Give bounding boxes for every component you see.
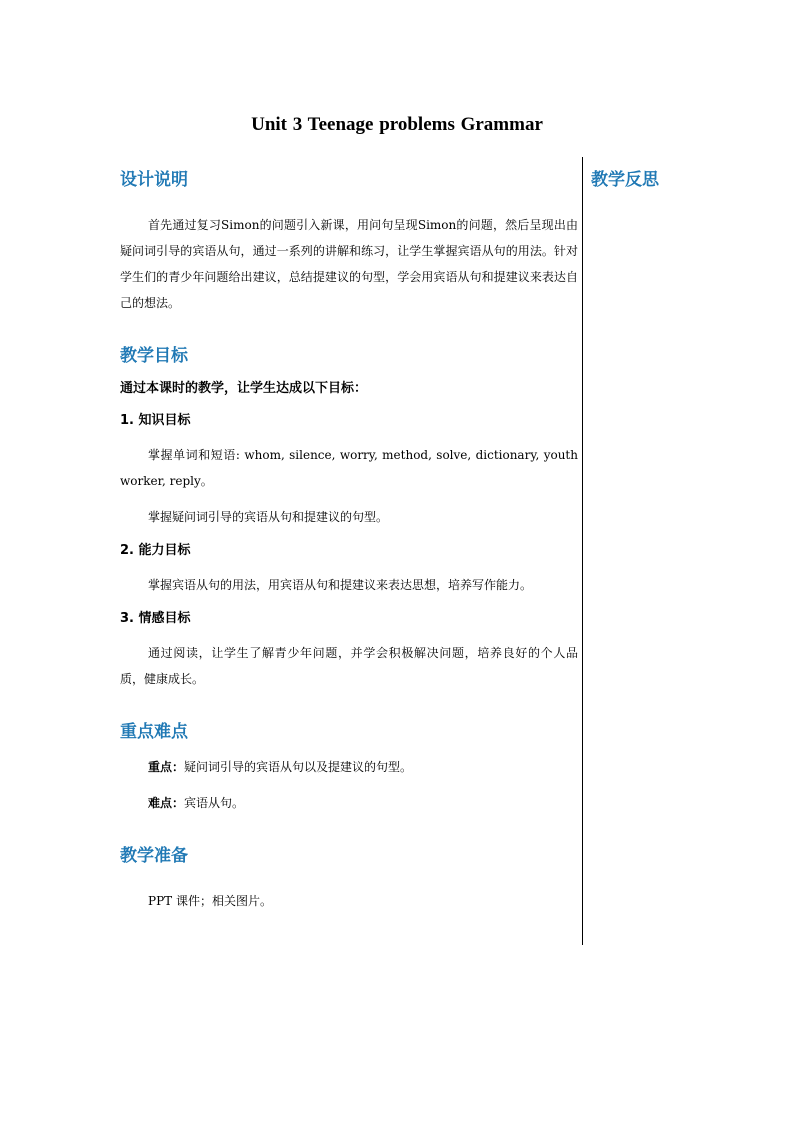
key-label: 重点： — [148, 760, 185, 774]
difficult-point — [120, 790, 578, 816]
knowledge-item-1: 掌握单词和短语: whom, silence, worry, method, solve, dictionary, youth worker, reply。 — [120, 448, 578, 488]
ability-title: 2. 能力目标 — [120, 543, 191, 558]
design-text: 首先通过复习Simon的问题引入新课，用问句呈现Simon的问题，然后呈现出由疑问词引导的宾语从句，通过一系列的讲解和练习，让学生掌握宾语从句的用法。针对学生们的青少年问题给出建议，总结提建议的句型，学会用宾语从句和提建议来表达自己的想法。 — [120, 218, 578, 310]
emotion-title: 3. 情感目标 — [120, 611, 191, 626]
key-point — [120, 754, 578, 780]
column-divider — [582, 157, 583, 945]
difficult-label: 难点： — [148, 796, 185, 810]
prep-text: PPT 课件；相关图片。 — [148, 894, 272, 908]
knowledge-item-2: 掌握疑问词引导的宾语从句和提建议的句型。 — [148, 510, 389, 524]
goals-heading: 教学目标 — [120, 346, 188, 366]
main-column — [120, 168, 578, 914]
reflection-heading: 教学反思 — [591, 170, 659, 190]
design-heading: 设计说明 — [120, 170, 188, 190]
difficult-text: 宾语从句。 — [184, 796, 245, 810]
key-heading: 重点难点 — [120, 722, 188, 742]
goals-intro: 通过本课时的教学，让学生达成以下目标： — [120, 381, 368, 396]
document-title: Unit 3 Teenage problems Grammar — [251, 114, 543, 135]
prep-heading: 教学准备 — [120, 846, 188, 866]
key-text: 疑问词引导的宾语从句以及提建议的句型。 — [184, 760, 413, 774]
knowledge-title: 1. 知识目标 — [120, 413, 191, 428]
emotion-item-1: 通过阅读，让学生了解青少年问题，并学会积极解决问题，培养良好的个人品质，健康成长。 — [120, 646, 578, 686]
reflection-column — [591, 168, 659, 192]
ability-item-1: 掌握宾语从句的用法，用宾语从句和提建议来表达思想，培养写作能力。 — [148, 578, 533, 592]
